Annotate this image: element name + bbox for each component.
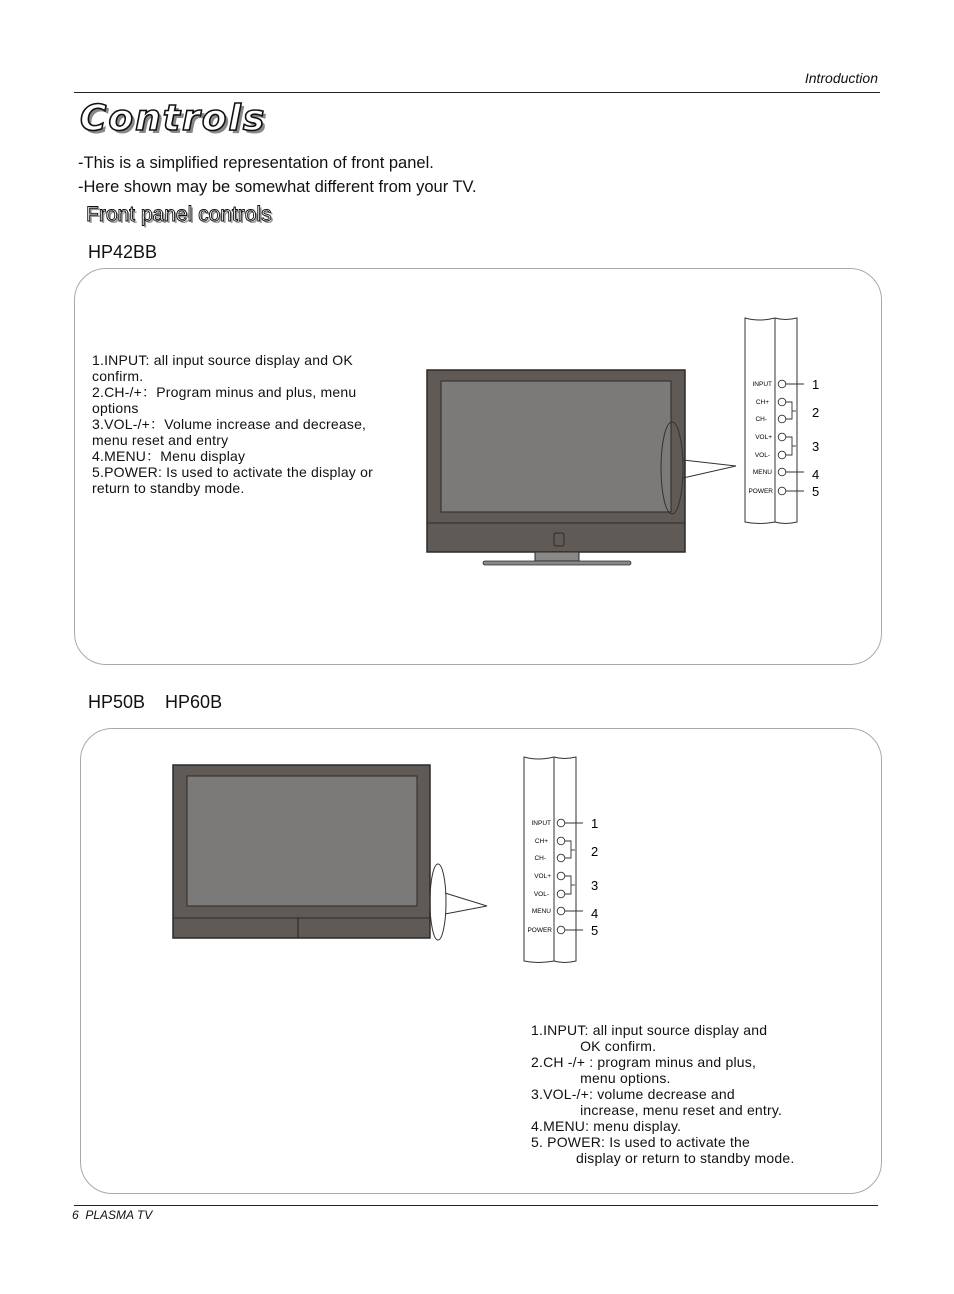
desc-line: display or return to standby mode. [531, 1150, 795, 1166]
panel-button [778, 468, 786, 476]
side-button-strip [740, 316, 830, 526]
panel-button [557, 854, 565, 862]
panel-button [778, 487, 786, 495]
panel-button [557, 837, 565, 845]
desc-line: increase, menu reset and entry. [531, 1102, 783, 1118]
desc-line: 4.MENU：Menu display [92, 448, 246, 464]
panel-button [557, 819, 565, 827]
desc-line: 4.MENU: menu display. [531, 1118, 682, 1134]
desc-line: OK confirm. [531, 1038, 657, 1054]
desc-line: return to standby mode. [92, 480, 245, 496]
panel-button [778, 415, 786, 423]
strip-label: CH+ [534, 838, 548, 845]
callout-number: 5 [591, 923, 599, 938]
panel-button [557, 907, 565, 915]
intro-line: -This is a simplified representation of front panel. [78, 154, 434, 172]
section-subtitle: Front panel controls [86, 203, 272, 226]
callout-number: 4 [812, 467, 820, 482]
panel-button [778, 451, 786, 459]
page-footer: 6 PLASMA TV [72, 1208, 153, 1222]
desc-line: menu reset and entry [92, 432, 229, 448]
strip-label: CH- [755, 416, 767, 423]
strip-label: MENU [752, 469, 772, 476]
strip-label: VOL+ [534, 873, 551, 880]
footer-rule [74, 1205, 878, 1206]
tv-illustration [420, 360, 750, 570]
strip-label: VOL- [533, 891, 549, 898]
side-button-strip [519, 755, 609, 965]
callout-number: 4 [591, 906, 599, 921]
strip-label: CH+ [755, 399, 769, 406]
panel-button [557, 926, 565, 934]
strip-label: VOL+ [755, 434, 772, 441]
panel-button [778, 433, 786, 441]
callout-number: 1 [591, 816, 599, 831]
desc-line: options [92, 400, 139, 416]
desc-line: 3.VOL-/+: volume decrease and [531, 1086, 735, 1102]
desc-line: 5. POWER: Is used to activate the [531, 1134, 751, 1150]
desc-line: 1.INPUT: all input source display and [531, 1022, 768, 1038]
strip-label: INPUT [752, 381, 772, 388]
strip-label: POWER [748, 488, 773, 495]
tv-illustration [165, 760, 500, 960]
model-name: HP42BB [88, 242, 158, 262]
intro-text [78, 151, 477, 199]
panel-button [557, 872, 565, 880]
model1-description [92, 352, 373, 496]
callout-number: 1 [812, 377, 820, 392]
desc-line: 2.CH-/+：Program minus and plus, menu [92, 384, 357, 400]
panel-button [778, 380, 786, 388]
callout-number: 5 [812, 484, 820, 499]
section-label: Introduction [804, 70, 878, 86]
model-name: HP50B HP60B [88, 692, 223, 712]
desc-line: menu options. [531, 1070, 671, 1086]
intro-line: -Here shown may be somewhat different from your TV. [78, 178, 477, 196]
header-rule [74, 92, 880, 93]
callout-number: 3 [591, 878, 599, 893]
strip-label: INPUT [531, 820, 551, 827]
desc-line: 3.VOL-/+：Volume increase and decrease, [92, 416, 367, 432]
desc-line: 5.POWER: Is used to activate the display or [92, 464, 373, 480]
strip-label: MENU [531, 908, 551, 915]
desc-line: 1.INPUT: all input source display and OK [92, 352, 353, 368]
callout-number: 3 [812, 439, 820, 454]
callout-number: 2 [591, 844, 599, 859]
callout-number: 2 [812, 405, 820, 420]
page-title: Controls [80, 98, 267, 139]
model2-description [531, 1022, 794, 1166]
strip-label: VOL- [754, 452, 770, 459]
desc-line: 2.CH -/+ : program minus and plus, [531, 1054, 757, 1070]
desc-line: confirm. [92, 368, 144, 384]
panel-button [557, 890, 565, 898]
strip-label: POWER [527, 927, 552, 934]
strip-label: CH- [534, 855, 546, 862]
panel-button [778, 398, 786, 406]
